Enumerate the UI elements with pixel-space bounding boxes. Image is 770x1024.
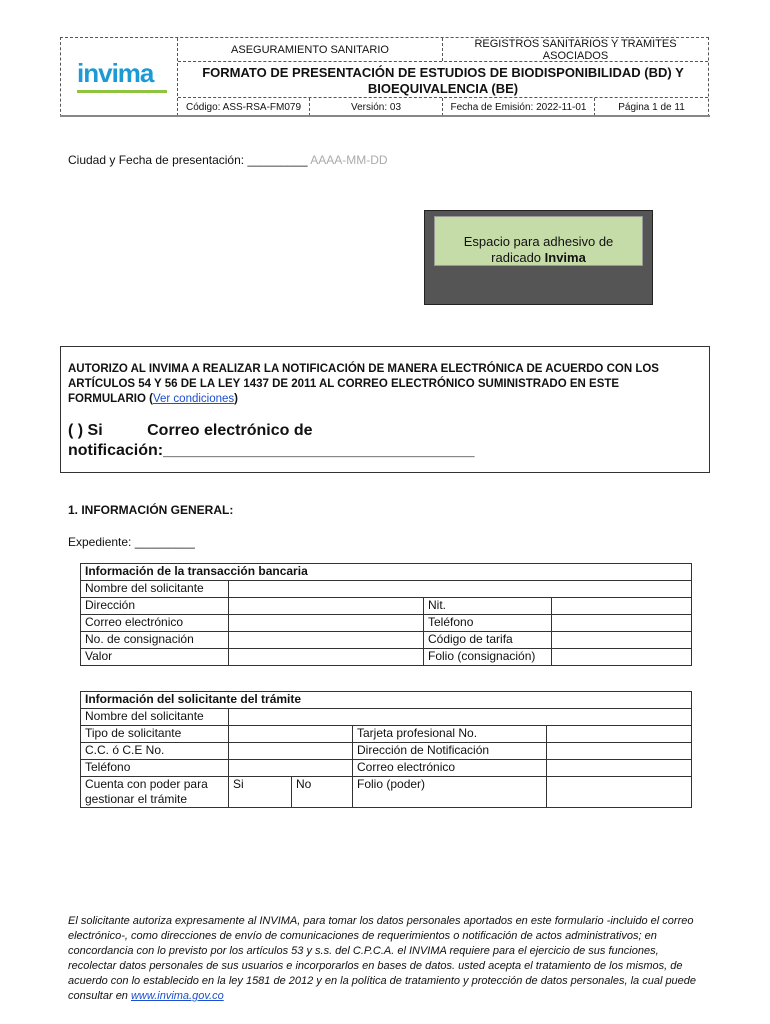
table-1-label: Código de tarifa bbox=[424, 632, 552, 649]
table-1-label: Nit. bbox=[424, 598, 552, 615]
table-1-value[interactable] bbox=[229, 598, 424, 615]
table-2-label: Tipo de solicitante bbox=[81, 726, 229, 743]
logo-underline bbox=[77, 90, 167, 93]
header-row-3 bbox=[178, 98, 708, 116]
table-2-value[interactable] bbox=[547, 760, 692, 777]
autorizo-box bbox=[60, 346, 710, 473]
table-2-label: Dirección de Notificación bbox=[353, 743, 547, 760]
section-1-title: 1. INFORMACIÓN GENERAL: bbox=[68, 503, 234, 517]
header-fecha-emision: Fecha de Emisión: 2022-11-01 bbox=[443, 98, 595, 116]
table-2-value[interactable] bbox=[229, 743, 353, 760]
header-row-1 bbox=[178, 38, 708, 62]
header-pagina: Página 1 de 11 bbox=[618, 101, 685, 113]
table-2-label: Teléfono bbox=[81, 760, 229, 777]
table-1-value[interactable] bbox=[229, 632, 424, 649]
invima-logo: invima bbox=[77, 58, 154, 88]
sticker-line-1: Espacio para adhesivo de bbox=[463, 234, 614, 249]
sticker-line-2-prefix: radicado bbox=[491, 250, 545, 265]
folio-poder-label: Folio (poder) bbox=[353, 777, 547, 808]
table-1-header: Información de la transacción bancaria bbox=[81, 564, 692, 581]
table-2-value[interactable] bbox=[547, 726, 692, 743]
table-1-label: Valor bbox=[81, 649, 229, 666]
poder-no-option[interactable]: No bbox=[292, 777, 353, 808]
table-1-value[interactable] bbox=[229, 615, 424, 632]
table-1-label: No. de consignación bbox=[81, 632, 229, 649]
table-1-label: Folio (consignación) bbox=[424, 649, 552, 666]
table-1-label: Dirección bbox=[81, 598, 229, 615]
ciudad-fecha-label: Ciudad y Fecha de presentación: _________ bbox=[68, 153, 308, 167]
table-1-label: Correo electrónico bbox=[81, 615, 229, 632]
table-1-value[interactable] bbox=[552, 632, 692, 649]
table-2-value[interactable] bbox=[547, 743, 692, 760]
nombre-solicitante-value[interactable] bbox=[229, 581, 692, 598]
table-2-label: Correo electrónico bbox=[353, 760, 547, 777]
document-header bbox=[60, 37, 709, 117]
header-area: ASEGURAMIENTO SANITARIO bbox=[178, 38, 443, 61]
autorizo-text bbox=[68, 362, 700, 407]
autorizo-close: ) bbox=[234, 393, 239, 405]
table-2-value[interactable] bbox=[229, 760, 353, 777]
header-codigo: Código: ASS-RSA-FM079 bbox=[178, 98, 310, 116]
fecha-placeholder[interactable]: AAAA-MM-DD bbox=[310, 153, 388, 167]
poder-label: Cuenta con poder para gestionar el trámite bbox=[81, 777, 229, 808]
table-1-value[interactable] bbox=[552, 615, 692, 632]
table-2-label: Tarjeta profesional No. bbox=[353, 726, 547, 743]
table-2-header: Información del solicitante del trámite bbox=[81, 692, 692, 709]
table-1-value[interactable] bbox=[552, 649, 692, 666]
table-2-value[interactable] bbox=[229, 726, 353, 743]
solicitante-tramite-table bbox=[80, 691, 692, 808]
autorizo-statement: AUTORIZO AL INVIMA A REALIZAR LA NOTIFICACIÓN DE MANERA ELECTRÓNICA DE ACUERDO CON LOS ARTÍCULOS 54 Y 56 DE LA LEY 1437 DE 2011 AL CORREO ELECTRÓNICO SUMINISTRADO EN ESTE FORMULARIO ( bbox=[68, 363, 659, 405]
logo-cell bbox=[61, 38, 178, 116]
table-1-label: Teléfono bbox=[424, 615, 552, 632]
radicado-sticker-area bbox=[424, 210, 653, 305]
poder-si-option[interactable]: Si bbox=[229, 777, 292, 808]
invima-website-link[interactable]: www.invima.gov.co bbox=[130, 990, 224, 1002]
radicado-sticker-label bbox=[434, 216, 643, 266]
transaccion-bancaria-table bbox=[80, 563, 692, 666]
nombre-solicitante-label: Nombre del solicitante bbox=[81, 709, 229, 726]
privacy-notice-text: El solicitante autoriza expresamente al INVIMA, para tomar los datos personales aportados en este formulario -incluido el correo electrónico-, como direcciones de envío de comunicaciones de requerimientos o notificación de actos administrativos; en concordancia con lo previsto por los artículos 53 y s.s. del C.P.C.A. el INVIMA requiere para el ejercicio de sus funciones, recolectar datos personales de sus usuarios e incorporarlos en bases de datos. usted acepta el tratamiento de los mismos, de acuerdo con lo establecido en la ley 1581 de 2012 y en la política de tratamiento y protección de datos personales, la cual puede consultar en bbox=[68, 915, 697, 1002]
document-title: FORMATO DE PRESENTACIÓN DE ESTUDIOS DE BIODISPONIBILIDAD (BD) Y BIOEQUIVALENCIA (BE) bbox=[178, 62, 708, 98]
ciudad-fecha-line[interactable] bbox=[68, 153, 388, 167]
header-shadow bbox=[60, 115, 710, 117]
header-version: Versión: 03 bbox=[310, 98, 443, 116]
nombre-solicitante-label: Nombre del solicitante bbox=[81, 581, 229, 598]
header-process: REGISTROS SANITARIOS Y TRAMITES ASOCIADOS bbox=[474, 38, 677, 62]
ver-condiciones-link[interactable]: Ver condiciones bbox=[152, 393, 235, 405]
privacy-notice bbox=[68, 914, 708, 1004]
table-1-value[interactable] bbox=[552, 598, 692, 615]
table-1-value[interactable] bbox=[229, 649, 424, 666]
table-2-label: C.C. ó C.E No. bbox=[81, 743, 229, 760]
sticker-line-2-bold: Invima bbox=[544, 250, 586, 265]
si-email-notificacion-field[interactable]: ( ) Si Correo electrónico de notificación:___________________________________ bbox=[68, 422, 475, 459]
nombre-solicitante-value[interactable] bbox=[229, 709, 692, 726]
folio-poder-value[interactable] bbox=[547, 777, 692, 808]
expediente-field[interactable]: Expediente: _________ bbox=[68, 535, 195, 549]
